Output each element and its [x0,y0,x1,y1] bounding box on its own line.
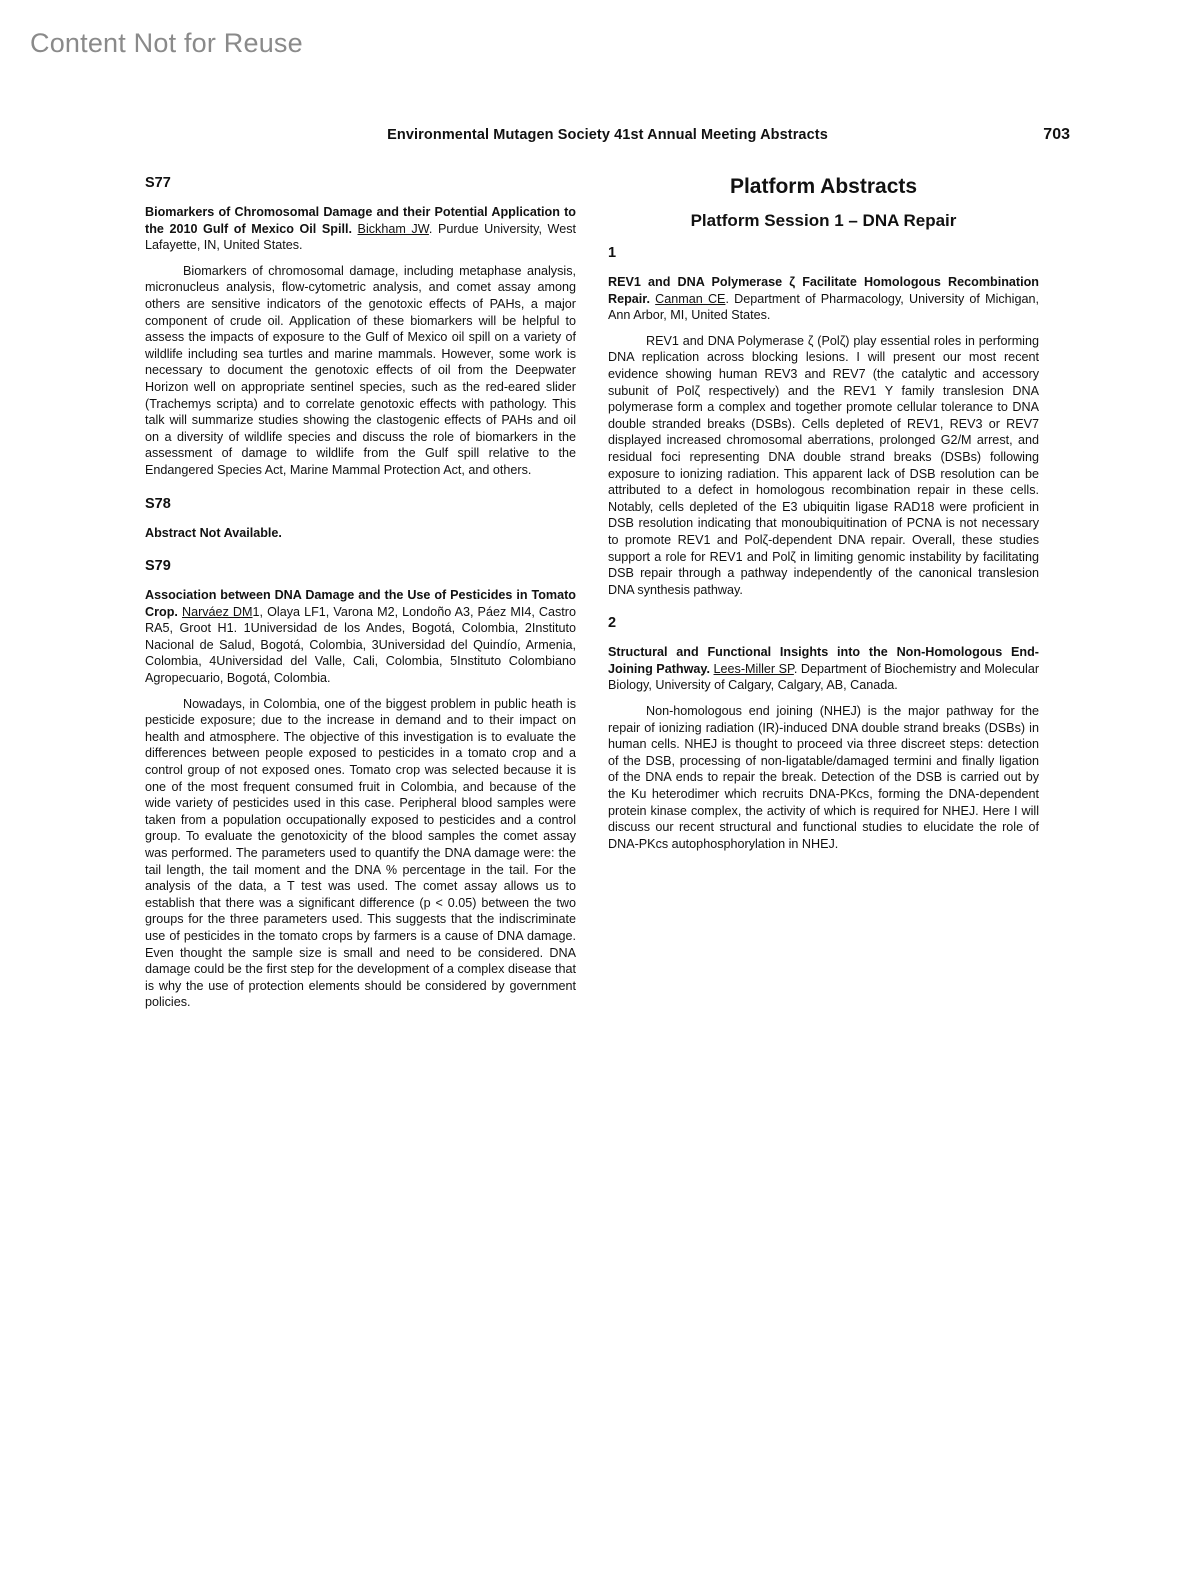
abstract-number: 1 [608,245,617,261]
page-number: 703 [1043,126,1070,143]
abstract-not-available: Abstract Not Available. [145,525,282,540]
abstract-title: REV1 and DNA Polymerase ζ Facilitate Homologous Recombination Repair. [608,275,1039,306]
abstract-title: Association between DNA Damage and the Use of Pesticides in Tomato Crop. [145,588,576,619]
abstract-body: REV1 and DNA Polymerase ζ (Polζ) play essential roles in performing DNA replication across blocking lesions. I will present our most recent evidence showing human REV3 and REV7 (the catalytic and accessory subunit of Polζ respectively) and the REV1 Y family translesion DNA polymerase form a complex and together promote cellular tolerance to DNA double stranded breaks (DSBs). Cells depleted of REV1, REV3 or REV7 displayed increased chromosomal aberrations, prolonged G2/M arrest, and residual foci representing DNA double strand breaks (DSBs) following exposure to ionizing radiation. This apparent lack of DSB resolution can be attributed to a defect in homologous recombination repair in these cells. Notably, cells depleted of the E3 ubiquitin ligase RAD18 were proficient in DSB resolution indicating that monoubiquitination of PCNA is not necessary to promote REV1 and Polζ-dependent DNA repair. Overall, these studies support a role for REV1 and Polζ in limiting genomic instability by facilitating DSB repair through a pathway independently of the canonical translesion DNA synthesis pathway. [608,333,1039,597]
abstract-header [145,587,576,687]
affiliation: . Department of Biochemistry and Molecular Biology, University of Calgary, Calgary, AB, Canada. [608,661,1040,693]
affiliation: . Purdue University, West Lafayette, IN, United States. [145,221,577,253]
abstract-body: Biomarkers of chromosomal damage, including metaphase analysis, micronucleus analysis, flow-cytometric analysis, and comet assay among others are sensitive indicators of the genotoxic effects of PAHs, a major component of crude oil. Application of these biomarkers will be helpful to assess the impacts of exposure to the Gulf of Mexico oil spill on a variety of wildlife including sea turtles and marine mammals. However, some work is necessary to document the genotoxic effects of oil from the Deepwater Horizon well on appropriate sentinel species, such as the red-eared slider (Trachemys scripta) and to correlate genotoxic effects with pathology. This talk will summarize studies showing the clastogenic effects of PAHs and oil on a diversity of wildlife species and discuss the role of biomarkers in the assessment of damage to wildlife from the Gulf spill relative to the Endangered Species Act, Marine Mammal Protection Act, and others. [145,263,576,477]
presenter-name: Bickham JW [357,221,429,236]
abstract-number: S78 [145,495,171,512]
section-title: Platform Abstracts [729,175,918,198]
presenter-name: Narváez DM [181,604,253,619]
presenter-name: Lees-Miller SP [713,661,794,676]
abstract-header [145,204,576,254]
affiliation: . Department of Pharmacology, University of Michigan, Ann Arbor, MI, United States. [608,291,1039,323]
running-head [145,127,1070,149]
right-column [608,174,1039,852]
abstract-number: 2 [608,615,617,632]
abstract-number: S77 [145,175,171,191]
presenter-name: Canman CE [655,291,726,306]
left-column [145,174,576,1011]
abstract-title: Structural and Functional Insights into the Non-Homologous End-Joining Pathway. [608,645,1039,676]
session-title: Platform Session 1 – DNA Repair [690,211,957,230]
authors-affiliations: 1, Olaya LF1, Varona M2, Londoño A3, Páez MI4, Castro RA5, Groot H1. 1Universidad de los Andes, Bogotá, Colombia, 2Instituto Nacional de Salud, Bogotá, Colombia, 3Universidad del Quindío, Armenia, Colombia, 4Universidad del Valle, Cali, Colombia, 5Instituto Colombiano Agropecuario, Bogotá, Colombia. [145,604,576,686]
abstract-number: S79 [145,558,171,575]
abstract-body: Nowadays, in Colombia, one of the biggest problem in public heath is pesticide exposure; due to the increase in demand and to their impact on health and atmosphere. The objective of this investigation is to evaluate the differences between people exposed to pesticides in a tomato crop and a control group of not exposed ones. Tomato crop was selected because it is one of the most frequent consumed fruit in Colombia, and because of the wide variety of pesticides used in this case. Peripheral blood samples were taken from a population occupationally exposed to pesticides and a control group. To evaluate the genotoxicity of the blood samples the comet assay was performed. The parameters used to quantify the DNA damage were: the tail length, the tail moment and the DNA % percentage in the tail. For the analysis of the data, a T test was used. The comet assay allows us to establish that there was a significant difference (p < 0.05) between the two groups for the three parameters used. This suggests that the indiscriminate use of pesticides in the tomato crops by farmers is a cause of DNA damage. Even thought the sample size is small and need to be considered. DNA damage could be the first step for the development of a complex disease that is why the use of protection elements should be considered by government policies. [145,696,576,1010]
abstract-title: Biomarkers of Chromosomal Damage and their Potential Application to the 2010 Gulf of Mexico Oil Spill. [145,205,576,236]
abstract-body: Non-homologous end joining (NHEJ) is the major pathway for the repair of ionizing radiation (IR)-induced DNA double strand breaks (DSBs) in human cells. NHEJ is thought to proceed via three discreet steps: detection of the DSB, processing of non-ligatable/damaged termini and finally ligation of the DNA ends to repair the break. Detection of the DSB is carried out by the Ku heterodimer which recruits DNA-PKcs, forming the DNA-dependent protein kinase complex, the activity of which is required for NHEJ. Here I will discuss our recent structural and functional studies to elucidate the role of DNA-PKcs autophosphorylation in NHEJ. [608,704,1039,851]
journal-title: Environmental Mutagen Society 41st Annual Meeting Abstracts [387,127,828,143]
abstract-header [608,274,1039,324]
abstract-header [608,644,1039,694]
watermark: Content Not for Reuse [30,28,303,58]
